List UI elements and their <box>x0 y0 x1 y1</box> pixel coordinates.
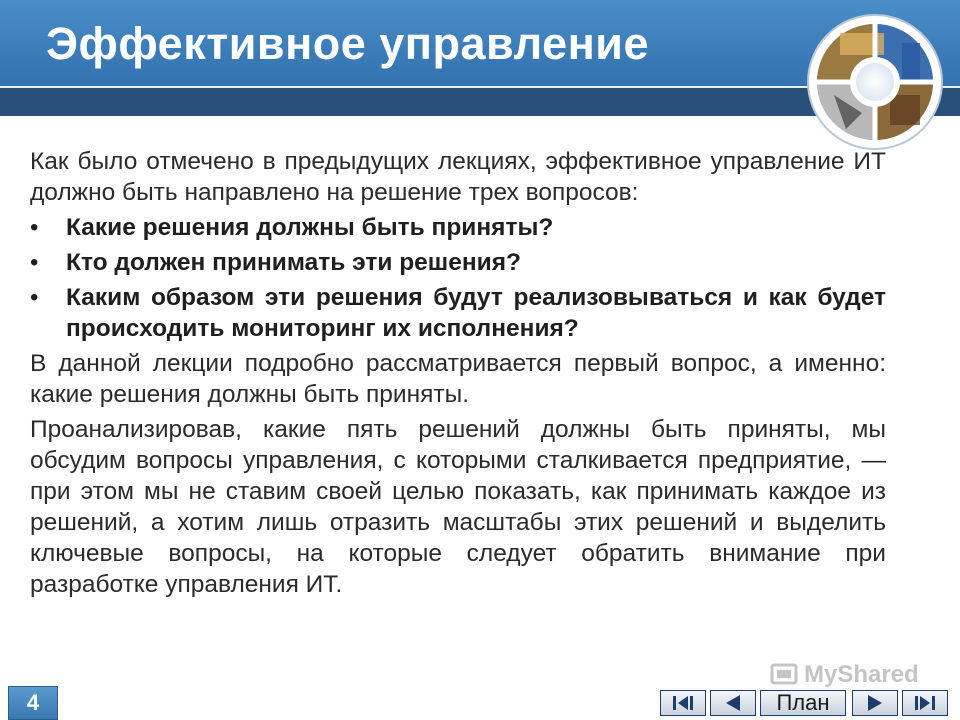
question-list <box>30 212 886 344</box>
slide-navigation <box>0 690 960 716</box>
list-item-text: Какие решения должны быть приняты? <box>66 214 554 241</box>
list-item-text: Кто должен принимать эти решения? <box>66 249 521 276</box>
plan-button[interactable]: План <box>760 690 846 716</box>
list-item <box>30 212 886 243</box>
decorative-logo-icon <box>806 13 944 151</box>
analysis-paragraph: Проанализировав, какие пять решений должны быть приняты, мы обсудим вопросы управления, с которыми сталкивается предприятие, — при этом мы не ставим своей целью показать, как принимать каждое из решений, а хотим лишь отразить масштабы этих решений и выделить ключевые вопросы, на которые следует обратить внимание при разработке управления ИТ. <box>30 416 886 598</box>
watermark-text: MyShared <box>804 661 919 688</box>
bullet-icon: • <box>30 249 39 276</box>
skip-to-last-icon <box>912 694 938 712</box>
next-slide-button[interactable] <box>852 690 898 716</box>
slide-title: Эффективное управление <box>46 18 649 69</box>
lecture-focus-paragraph: В данной лекции подробно рассматривается первый вопрос, а именно: какие решения должны быть приняты. <box>30 350 886 408</box>
previous-slide-button[interactable] <box>710 690 756 716</box>
watermark <box>770 661 919 689</box>
bullet-icon: • <box>30 214 39 241</box>
next-icon <box>862 694 888 712</box>
bullet-icon: • <box>30 284 39 311</box>
list-item-text: Каким образом эти решения будут реализовываться и как будет происходить мониторинг их исполнения? <box>66 284 886 342</box>
list-item <box>30 247 886 278</box>
watermark-icon <box>770 662 800 688</box>
page-number-badge: 4 <box>8 686 58 720</box>
list-item <box>30 282 886 344</box>
previous-icon <box>720 694 746 712</box>
intro-paragraph: Как было отмечено в предыдущих лекциях, эффективное управление ИТ должно быть направлено на решение трех вопросов: <box>30 148 886 206</box>
skip-to-first-icon <box>670 694 696 712</box>
last-slide-button[interactable] <box>902 690 948 716</box>
slide-body <box>30 146 886 604</box>
first-slide-button[interactable] <box>660 690 706 716</box>
